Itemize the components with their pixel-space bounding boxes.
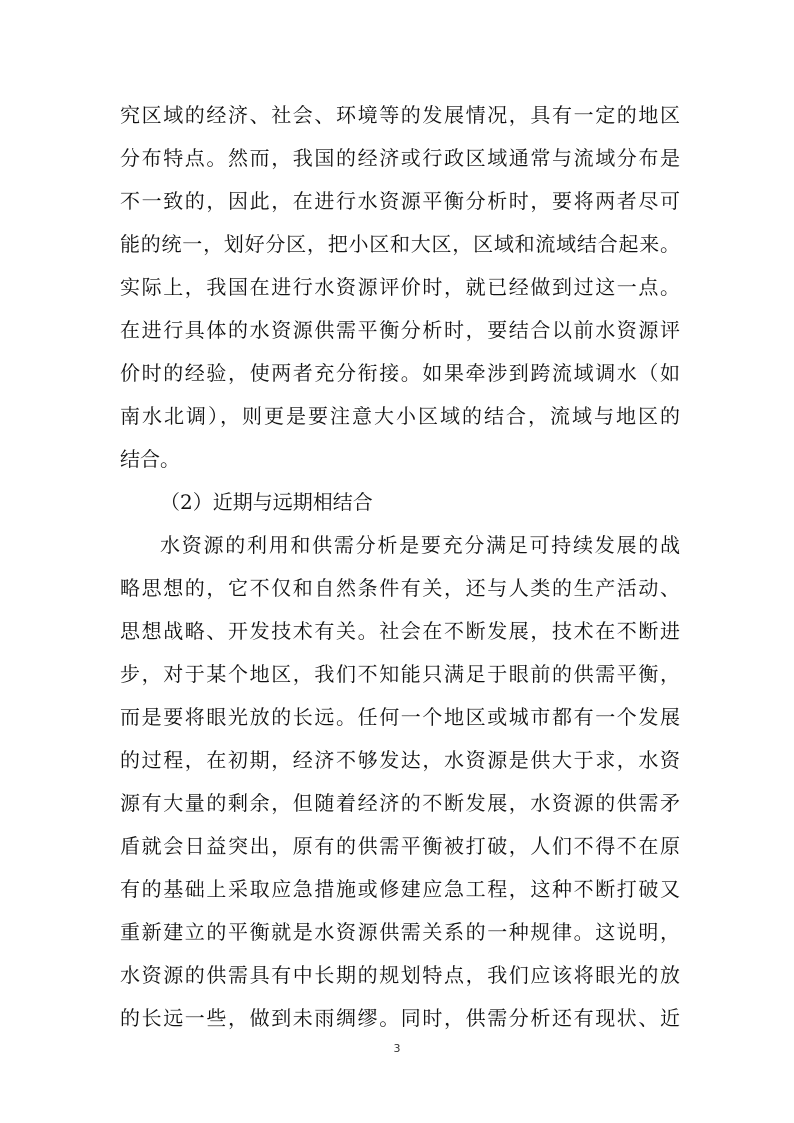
paragraph-line: 而是要将眼光放的长远。任何一个地区或城市都有一个发展: [120, 705, 680, 729]
paragraph-line: 思想战略、开发技术有关。社会在不断发展，技术在不断进: [120, 619, 680, 643]
section-heading: （2）近期与远期相结合: [160, 490, 373, 514]
paragraph-line: 水资源的供需具有中长期的规划特点，我们应该将眼光的放: [120, 963, 680, 987]
paragraph-line: 盾就会日益突出，原有的供需平衡被打破，人们不得不在原: [120, 834, 680, 858]
paragraph-line: 能的统一，划好分区，把小区和大区，区域和流域结合起来。: [120, 232, 680, 256]
paragraph-line: 步，对于某个地区，我们不知能只满足于眼前的供需平衡，: [120, 662, 680, 686]
paragraph-line: 究区域的经济、社会、环境等的发展情况，具有一定的地区: [120, 103, 680, 127]
paragraph-line: 的过程，在初期，经济不够发达，水资源是供大于求，水资: [120, 748, 680, 772]
paragraph-line: 有的基础上采取应急措施或修建应急工程，这种不断打破又: [120, 877, 680, 901]
paragraph-line: 结合。: [120, 447, 180, 471]
paragraph-line: 在进行具体的水资源供需平衡分析时，要结合以前水资源评: [120, 318, 680, 342]
paragraph-line: 不一致的，因此，在进行水资源平衡分析时，要将两者尽可: [120, 189, 680, 213]
paragraph-line: 南水北调），则更是要注意大小区域的结合，流域与地区的: [120, 404, 680, 428]
paragraph-line: 价时的经验，使两者充分衔接。如果牵涉到跨流域调水（如: [120, 361, 680, 385]
paragraph-line: 重新建立的平衡就是水资源供需关系的一种规律。这说明，: [120, 920, 680, 944]
paragraph-line: 水资源的利用和供需分析是要充分满足可持续发展的战: [160, 533, 680, 557]
paragraph-line: 源有大量的剩余，但随着经济的不断发展，水资源的供需矛: [120, 791, 680, 815]
paragraph-line: 的长远一些，做到未雨绸缪。同时，供需分析还有现状、近: [120, 1006, 680, 1030]
paragraph-line: 略思想的，它不仅和自然条件有关，还与人类的生产活动、: [120, 576, 680, 600]
paragraph-line: 分布特点。然而，我国的经济或行政区域通常与流域分布是: [120, 146, 680, 170]
paragraph-line: 实际上，我国在进行水资源评价时，就已经做到过这一点。: [120, 275, 680, 299]
page-number: 3: [393, 1042, 401, 1055]
